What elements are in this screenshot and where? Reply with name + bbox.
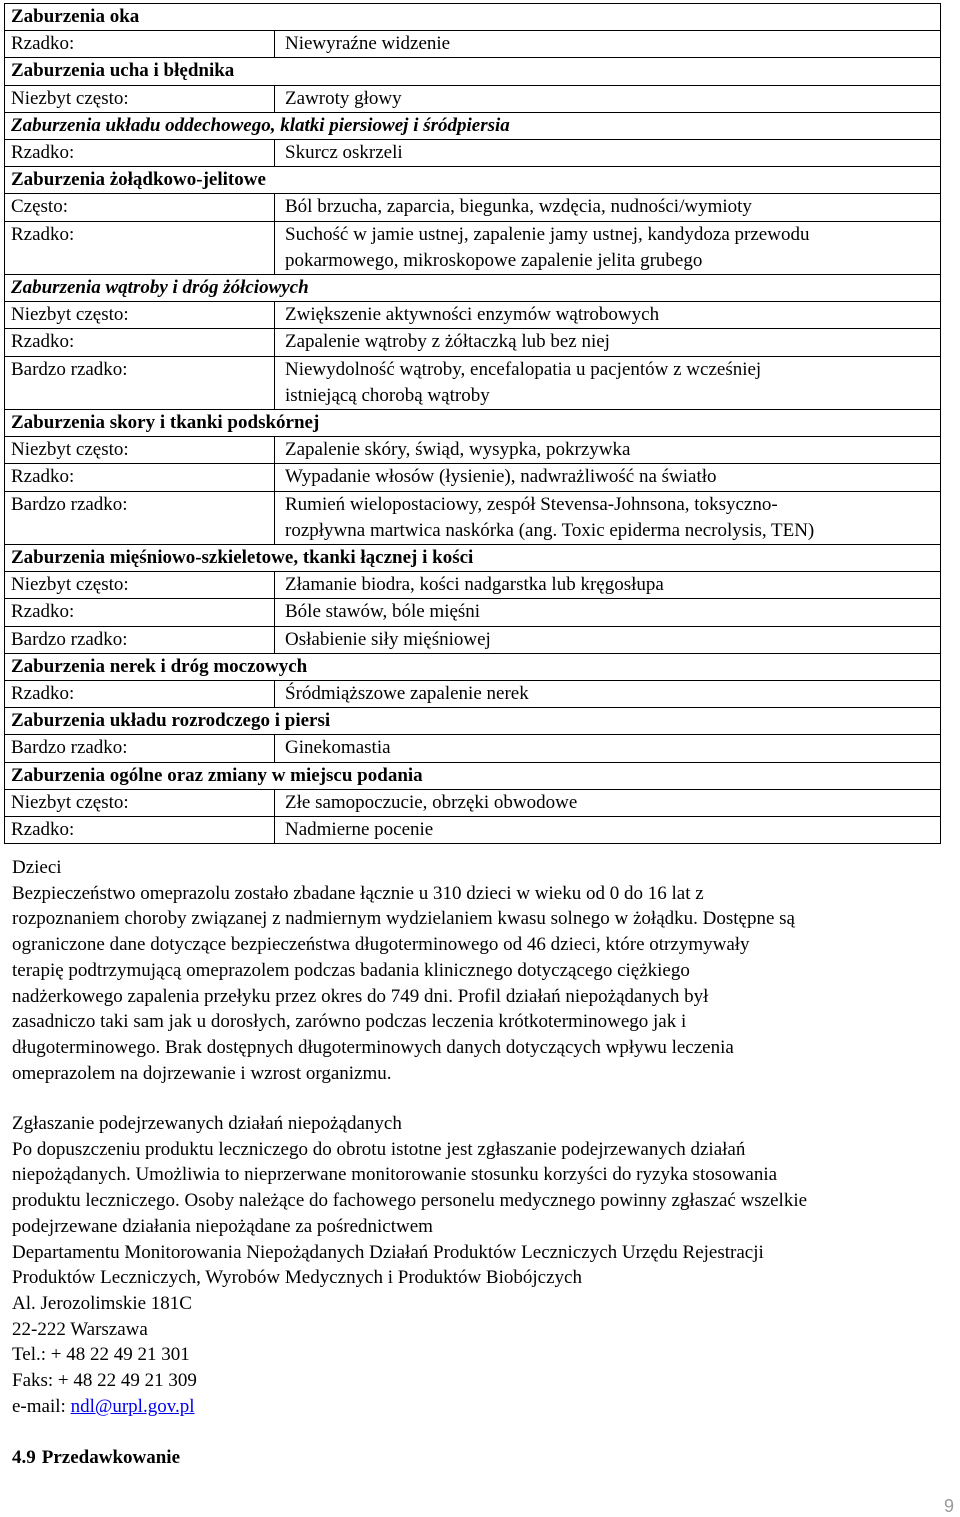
frequency-cell: Bardzo rzadko: bbox=[5, 491, 275, 544]
paragraph-line: produktu leczniczego. Osoby należące do fachowego personelu medycznego powinny zgłaszać wszelkie bbox=[12, 1190, 808, 1212]
children-section bbox=[12, 855, 947, 1086]
email-label: e-mail: bbox=[12, 1395, 71, 1417]
paragraph-line: nadżerkowego zapalenia przełyku przez okres do 749 dni. Profil działań niepożądanych był bbox=[12, 985, 709, 1007]
effect-line: Zapalenie skóry, świąd, wysypka, pokrzywka bbox=[285, 439, 631, 461]
section-heading-overdose bbox=[12, 1447, 180, 1469]
effect-cell bbox=[275, 221, 941, 274]
table-group-header-row bbox=[5, 58, 941, 85]
table-row bbox=[5, 681, 941, 708]
effect-cell bbox=[275, 437, 941, 464]
effect-cell bbox=[275, 302, 941, 329]
effect-line: Rumień wielopostaciowy, zespół Stevensa-Johnsona, toksyczno- bbox=[285, 493, 778, 515]
paragraph-line: Bezpieczeństwo omeprazolu zostało zbadane łącznie u 310 dzieci w wieku od 0 do 16 lat z bbox=[12, 882, 704, 904]
paragraph-line: 22-222 Warszawa bbox=[12, 1318, 148, 1340]
frequency-cell: Rzadko: bbox=[5, 329, 275, 356]
group-title: Zaburzenia nerek i dróg moczowych bbox=[5, 653, 941, 680]
effect-line: Ból brzucha, zaparcia, biegunka, wzdęcia, nudności/wymioty bbox=[285, 196, 752, 218]
group-title: Zaburzenia ogólne oraz zmiany w miejscu podania bbox=[5, 762, 941, 789]
effect-line: Nadmierne pocenie bbox=[285, 819, 434, 841]
frequency-cell: Niezbyt często: bbox=[5, 85, 275, 112]
paragraph-line: ograniczone dane dotyczące bezpieczeństwa długoterminowego od 46 dzieci, które otrzymywały bbox=[12, 934, 750, 956]
paragraph-line: Produktów Leczniczych, Wyrobów Medycznych i Produktów Biobójczych bbox=[12, 1267, 582, 1289]
table-row bbox=[5, 626, 941, 653]
table-group-header-row bbox=[5, 167, 941, 194]
table-row bbox=[5, 491, 941, 544]
group-title: Zaburzenia mięśniowo-szkieletowe, tkanki łącznej i kości bbox=[5, 545, 941, 572]
effect-line: Niewydolność wątroby, encefalopatia u pacjentów z wcześniej bbox=[285, 358, 762, 380]
paragraph-line: rozpoznaniem choroby związanej z nadmiernym wydzielaniem kwasu solnego w żołądku. Dostępne są bbox=[12, 908, 795, 930]
effect-line: pokarmowego, mikroskopowe zapalenie jelita grubego bbox=[285, 249, 703, 271]
effect-line: Niewyraźne widzenie bbox=[285, 33, 451, 55]
paragraph-line: Faks: + 48 22 49 21 309 bbox=[12, 1370, 197, 1392]
paragraph-line: niepożądanych. Umożliwia to nieprzerwane monitorowanie stosunku korzyści do ryzyka stosowania bbox=[12, 1164, 778, 1186]
frequency-cell: Często: bbox=[5, 194, 275, 221]
frequency-cell: Niezbyt często: bbox=[5, 789, 275, 816]
effect-cell bbox=[275, 681, 941, 708]
paragraph-line: Al. Jerozolimskie 181C bbox=[12, 1292, 192, 1314]
frequency-cell: Rzadko: bbox=[5, 140, 275, 167]
paragraph-line: terapię podtrzymującą omeprazolem podczas badania klinicznego dotyczącego ciężkiego bbox=[12, 959, 690, 981]
effect-cell bbox=[275, 491, 941, 544]
effect-cell bbox=[275, 194, 941, 221]
table-row bbox=[5, 789, 941, 816]
frequency-cell: Niezbyt często: bbox=[5, 302, 275, 329]
email-line bbox=[12, 1394, 947, 1420]
effect-cell bbox=[275, 140, 941, 167]
table-row bbox=[5, 329, 941, 356]
effect-cell bbox=[275, 735, 941, 762]
effect-cell bbox=[275, 31, 941, 58]
table-row bbox=[5, 464, 941, 491]
table-row bbox=[5, 817, 941, 844]
table-row bbox=[5, 356, 941, 409]
table-group-header-row bbox=[5, 112, 941, 139]
paragraph-line: Departamentu Monitorowania Niepożądanych Działań Produktów Leczniczych Urzędu Rejestracji bbox=[12, 1241, 764, 1263]
effect-cell bbox=[275, 356, 941, 409]
group-title: Zaburzenia układu rozrodczego i piersi bbox=[5, 708, 941, 735]
effect-line: Osłabienie siły mięśniowej bbox=[285, 628, 491, 650]
frequency-cell: Rzadko: bbox=[5, 221, 275, 274]
effect-line: Zwiększenie aktywności enzymów wątrobowych bbox=[285, 304, 660, 326]
reporting-heading: Zgłaszanie podejrzewanych działań niepożądanych bbox=[12, 1113, 402, 1134]
table-group-header-row bbox=[5, 275, 941, 302]
paragraph-line: Tel.: + 48 22 49 21 301 bbox=[12, 1344, 190, 1366]
effect-line: Suchość w jamie ustnej, zapalenie jamy ustnej, kandydoza przewodu bbox=[285, 223, 810, 245]
table-group-header-row bbox=[5, 4, 941, 31]
effect-line: Zapalenie wątroby z żółtaczką lub bez niej bbox=[285, 331, 610, 353]
group-title: Zaburzenia ucha i błędnika bbox=[5, 58, 941, 85]
effect-line: Złe samopoczucie, obrzęki obwodowe bbox=[285, 791, 578, 813]
effect-line: Śródmiąższowe zapalenie nerek bbox=[285, 683, 529, 705]
paragraph-line: podejrzewane działania niepożądane za pośrednictwem bbox=[12, 1215, 433, 1237]
table-row bbox=[5, 302, 941, 329]
frequency-cell: Niezbyt często: bbox=[5, 572, 275, 599]
effect-line: Wypadanie włosów (łysienie), nadwrażliwość na światło bbox=[285, 466, 717, 488]
group-title: Zaburzenia oka bbox=[5, 4, 941, 31]
table-group-header-row bbox=[5, 708, 941, 735]
table-group-header-row bbox=[5, 545, 941, 572]
effect-cell bbox=[275, 599, 941, 626]
frequency-cell: Bardzo rzadko: bbox=[5, 356, 275, 409]
table-row bbox=[5, 85, 941, 112]
table-row bbox=[5, 437, 941, 464]
effect-cell bbox=[275, 85, 941, 112]
email-link[interactable]: ndl@urpl.gov.pl bbox=[70, 1395, 195, 1417]
paragraph-line: długoterminowego. Brak dostępnych długoterminowych danych dotyczących wpływu leczenia bbox=[12, 1036, 734, 1058]
frequency-cell: Rzadko: bbox=[5, 464, 275, 491]
paragraph-line: omeprazolem na dojrzewanie i wzrost organizmu. bbox=[12, 1062, 392, 1084]
effect-line: Ginekomastia bbox=[285, 737, 391, 759]
adverse-effects-table bbox=[4, 3, 941, 844]
table-row bbox=[5, 31, 941, 58]
page-number: 9 bbox=[943, 1496, 954, 1516]
effect-cell bbox=[275, 626, 941, 653]
reporting-section bbox=[12, 1111, 947, 1419]
paragraph-line: zasadniczo taki sam jak u dorosłych, zarówno podczas leczenia krótkoterminowego jak i bbox=[12, 1011, 687, 1033]
table-row bbox=[5, 221, 941, 274]
effect-line: Skurcz oskrzeli bbox=[285, 142, 403, 164]
effect-cell bbox=[275, 789, 941, 816]
effect-cell bbox=[275, 572, 941, 599]
group-title: Zaburzenia żołądkowo-jelitowe bbox=[5, 167, 941, 194]
paragraph-line: Po dopuszczeniu produktu leczniczego do obrotu istotne jest zgłaszanie podejrzewanych działań bbox=[12, 1138, 746, 1160]
frequency-cell: Bardzo rzadko: bbox=[5, 735, 275, 762]
effect-line: Zawroty głowy bbox=[285, 87, 402, 109]
section-title: Przedawkowanie bbox=[41, 1447, 181, 1468]
effect-line: istniejącą chorobą wątroby bbox=[285, 384, 490, 406]
frequency-cell: Rzadko: bbox=[5, 31, 275, 58]
frequency-cell: Rzadko: bbox=[5, 817, 275, 844]
table-group-header-row bbox=[5, 653, 941, 680]
effect-line: Złamanie biodra, kości nadgarstka lub kręgosłupa bbox=[285, 574, 664, 596]
table-row bbox=[5, 572, 941, 599]
table-row bbox=[5, 140, 941, 167]
effect-line: Bóle stawów, bóle mięśni bbox=[285, 601, 481, 623]
table-group-header-row bbox=[5, 762, 941, 789]
effect-cell bbox=[275, 817, 941, 844]
table-row bbox=[5, 599, 941, 626]
frequency-cell: Niezbyt często: bbox=[5, 437, 275, 464]
group-title: Zaburzenia skory i tkanki podskórnej bbox=[5, 410, 941, 437]
section-number: 4.9 bbox=[12, 1447, 36, 1468]
frequency-cell: Bardzo rzadko: bbox=[5, 626, 275, 653]
effect-line: rozpływna martwica naskórka (ang. Toxic epiderma necrolysis, TEN) bbox=[285, 519, 815, 541]
frequency-cell: Rzadko: bbox=[5, 599, 275, 626]
frequency-cell: Rzadko: bbox=[5, 681, 275, 708]
table-row bbox=[5, 194, 941, 221]
children-heading: Dzieci bbox=[12, 857, 62, 878]
table-group-header-row bbox=[5, 410, 941, 437]
table-row bbox=[5, 735, 941, 762]
group-title: Zaburzenia wątroby i dróg żółciowych bbox=[5, 275, 941, 302]
effect-cell bbox=[275, 464, 941, 491]
effect-cell bbox=[275, 329, 941, 356]
group-title: Zaburzenia układu oddechowego, klatki piersiowej i śródpiersia bbox=[5, 112, 941, 139]
